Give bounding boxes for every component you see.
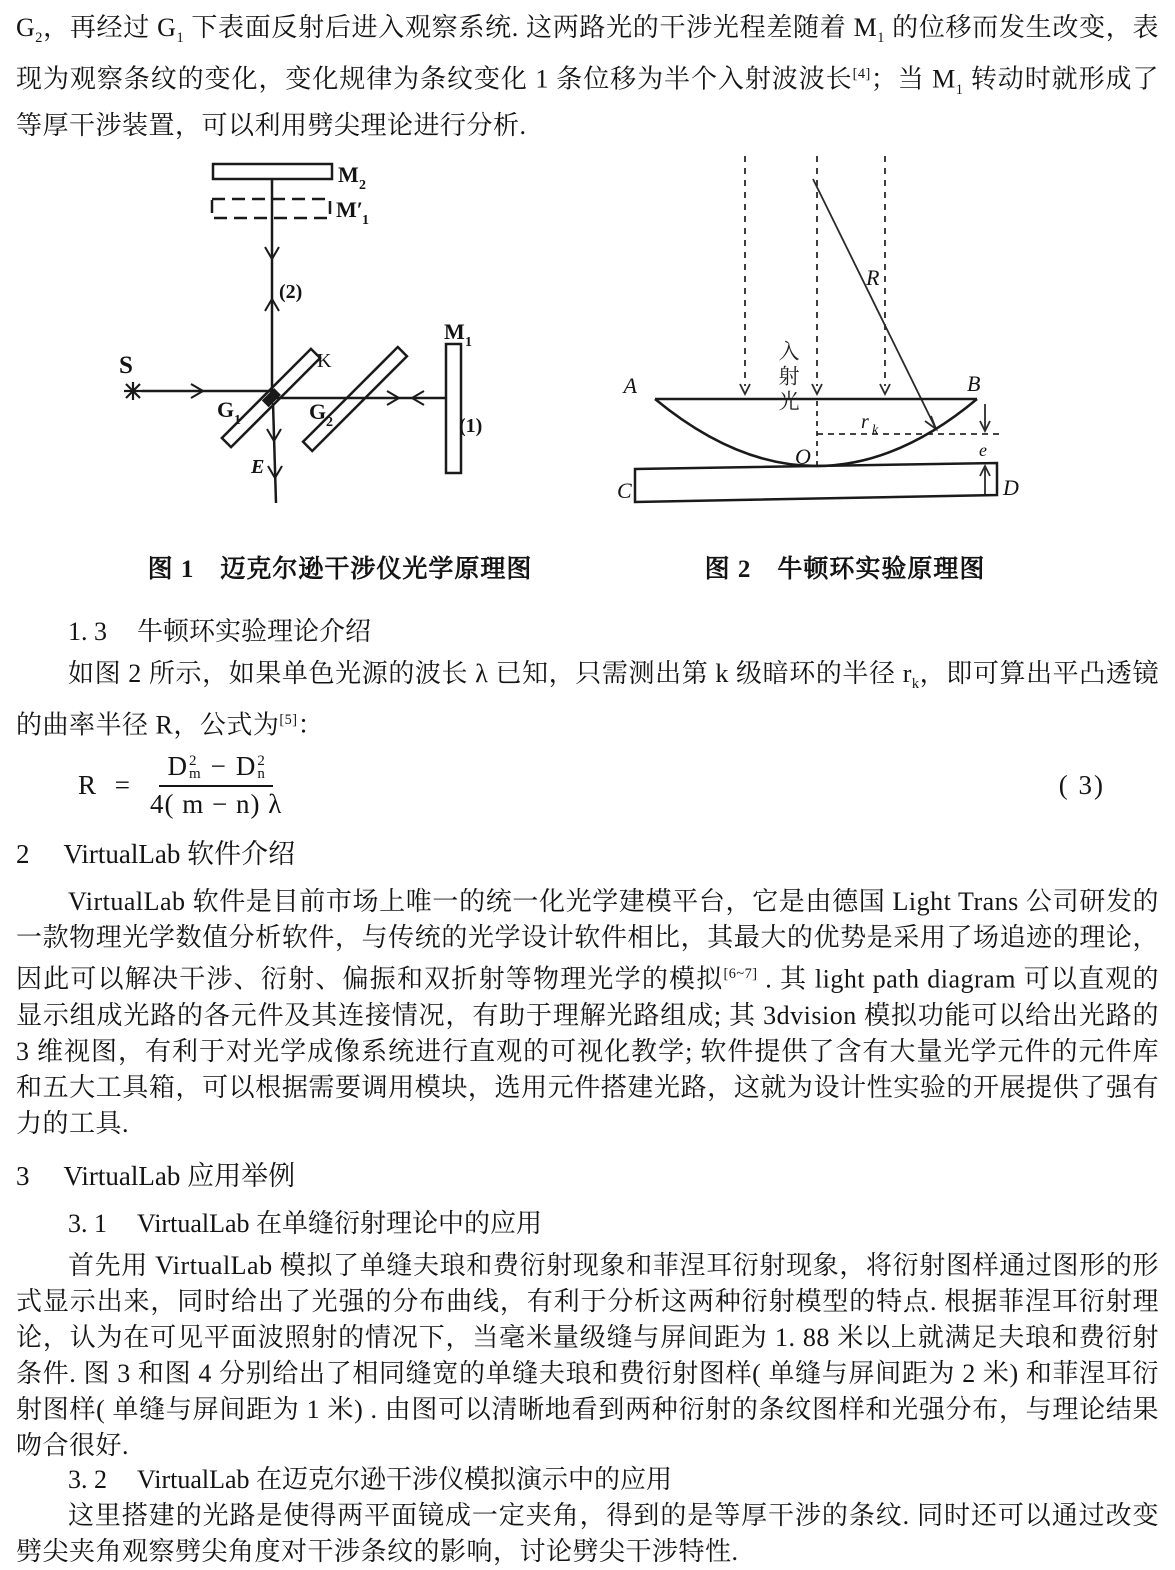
flat-plate: [635, 463, 997, 502]
section-2-paragraph: VirtualLab 软件是目前市场上唯一的统一化光学建模平台，它是由德国 Light Trans 公司研发的一款物理光学数值分析软件，与传统的光学设计软件相比，其最大的优势是采用了场追迹的理论，因此可以解决干涉、衍射、偏振和双折射等物理光学的模拟[6~7] . 其 light path diagram 可以直观的显示组成光路的各元件及其连接情况，有助于理解光路组成; 其 3dvision 模拟功能可以给出光路的 3 维视图，有利于对光学成像系统进行直观的可视化教学; 软件提供了含有大量光学元件的元件库和五大工具箱，可以根据需要调用模块，选用元件搭建光路，这就为设计性实验的开展提供了强有力的工具.: [16, 886, 1159, 1138]
beam-vertical-lower: [273, 403, 276, 503]
equation-lhs: R =: [78, 770, 136, 801]
label-beam2: (2): [279, 281, 303, 304]
label-rk-sub: k: [872, 423, 879, 439]
lens-curved-bottom: [655, 399, 977, 466]
section-2-heading: [16, 834, 1159, 874]
source-star-icon: [124, 382, 142, 400]
section-2-number: 2: [16, 838, 30, 869]
section-2-title: VirtualLab 软件介绍: [63, 838, 296, 869]
section-1-3-title: 牛顿环实验理论介绍: [137, 617, 372, 647]
section-3-2-title: VirtualLab 在迈克尔逊干涉仪模拟演示中的应用: [137, 1464, 673, 1494]
label-e-exit: E: [251, 456, 265, 479]
figure1-michelson-diagram: [105, 151, 605, 551]
section-3-1-title: VirtualLab 在单缝衍射理论中的应用: [137, 1208, 543, 1238]
section-1-3-paragraph: 如图 2 所示，如果单色光源的波长 λ 已知，只需测出第 k 级暗环的半径 $r_k$，即可算出平凸透镜的曲率半径 R，公式为[5]：: [16, 659, 1159, 740]
section-3-number: 3: [16, 1160, 30, 1191]
section-3-heading: [16, 1156, 1159, 1196]
mirror-m2: [213, 164, 332, 179]
label-g2-sub: 2: [326, 415, 333, 431]
label-m1-virtual: M′: [336, 197, 363, 223]
label-m1-sub: 1: [465, 335, 472, 351]
label-a: A: [623, 373, 637, 399]
section-1-3-heading: [68, 614, 1159, 650]
label-beam1: (1): [459, 415, 483, 438]
figure2-caption: 图 2 牛顿环实验原理图: [704, 556, 986, 584]
label-radius: R: [866, 265, 880, 291]
label-o: O: [795, 444, 811, 470]
label-m1: M: [444, 319, 465, 345]
figure2-newton-rings-diagram: [615, 151, 1175, 551]
label-b: B: [967, 371, 981, 397]
radius-line: [813, 179, 935, 427]
equation-numerator: D 2 m − D 2 n: [159, 751, 272, 787]
label-source: S: [119, 352, 133, 380]
label-thickness-e: e: [979, 440, 987, 461]
equation-number: ( 3): [1058, 770, 1105, 801]
section-3-1-paragraph: 首先用 VirtualLab 模拟了单缝夫琅和费衍射现象和菲涅耳衍射现象，将衍射图样通过图形的形式显示出来，同时给出了光强的分布曲线，有利于分析这两种衍射模型的特点. 根据菲涅耳衍射理论，认为在可见平面波照射的情况下，当毫米量级缝与屏间距为 1. 88 米以上就满足夫琅和费衍射条件. 图 3 和图 4 分别给出了相同缝宽的单缝夫琅和费衍射图样( 单缝与屏间距为 2 米) 和菲涅耳衍射图样( 单缝与屏间距为 1 米) . 由图可以清晰地看到两种衍射的条纹图样和光强分布，与理论结果吻合很好.: [16, 1250, 1159, 1460]
label-m2: M: [338, 162, 359, 188]
label-d: D: [1003, 475, 1019, 501]
label-g1: G: [217, 397, 235, 423]
top-paragraph: $G_2$，再经过 $G_1$ 下表面反射后进入观察系统. 这两路光的干涉光程差随着 $M_1$ 的位移而发生改变，表现为观察条纹的变化，变化规律为条纹变化 1 条位移为半个入射波波长[4]；当 $M_1$ 转动时就形成了等厚干涉装置，可以利用劈尖理论进行分析.: [16, 13, 1159, 141]
section-3-1-number: 3. 1: [68, 1208, 107, 1238]
equation-fraction: [150, 751, 282, 820]
label-m2-sub: 2: [359, 178, 366, 194]
label-k: K: [317, 350, 332, 373]
label-g1-sub: 1: [234, 413, 241, 429]
figure1-caption: 图 1 迈克尔逊干涉仪光学原理图: [147, 556, 533, 584]
section-3-1-heading: [68, 1206, 1159, 1242]
mirror-m1: [446, 344, 461, 473]
section-3-title: VirtualLab 应用举例: [63, 1160, 296, 1191]
equation-3: [78, 748, 1105, 824]
figures-row: [0, 144, 1175, 584]
label-rk: r: [861, 411, 869, 434]
label-m1-virtual-sub: 1: [362, 213, 369, 229]
section-1-3-number: 1. 3: [68, 617, 107, 647]
section-3-2-heading: [68, 1462, 1159, 1498]
label-g2: G: [309, 399, 327, 425]
section-3-2-number: 3. 2: [68, 1464, 107, 1494]
equation-denominator: 4( m − n) λ: [150, 789, 283, 820]
incident-light-label: 入射光: [776, 340, 800, 416]
label-c: C: [617, 478, 632, 504]
section-3-2-paragraph: 这里搭建的光路是使得两平面镜成一定夹角，得到的是等厚干涉的条纹. 同时还可以通过改变劈尖夹角观察劈尖角度对干涉条纹的影响，讨论劈尖干涉特性.: [16, 1500, 1159, 1566]
